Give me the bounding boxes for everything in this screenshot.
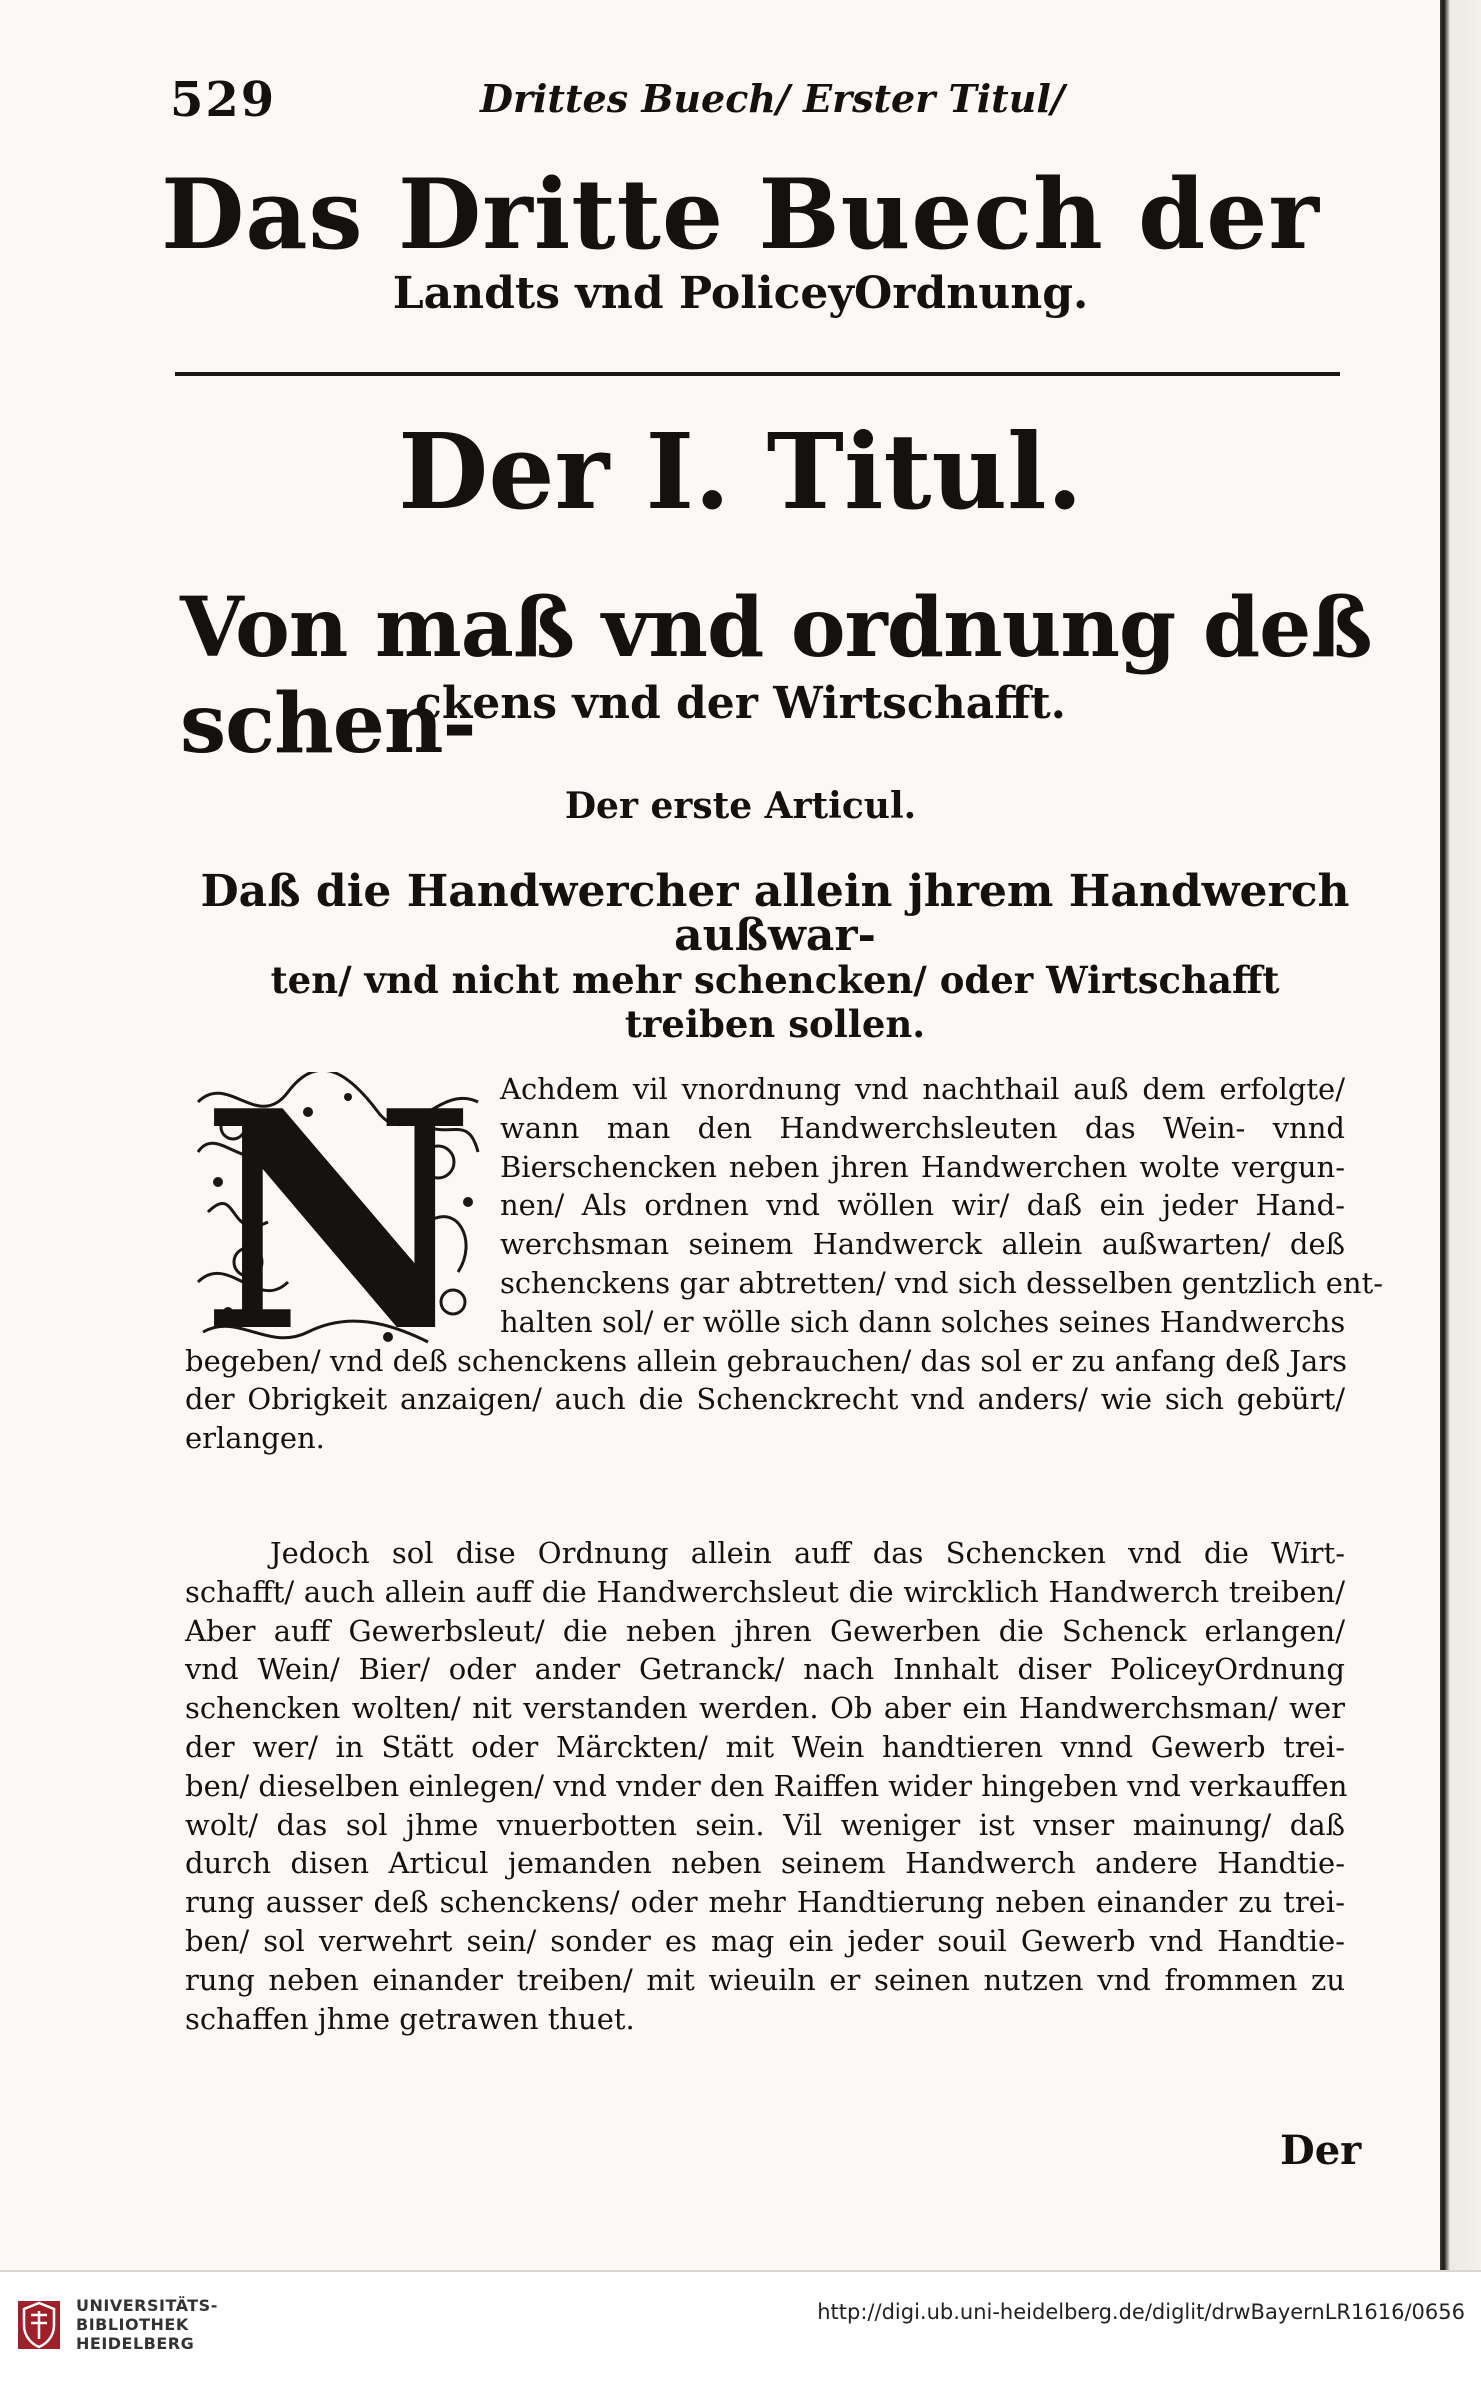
text-line: schaffen jhme getrawen thuet. [185, 2001, 635, 2036]
book-subtitle: Landts vnd PoliceyOrdnung. [392, 268, 1089, 319]
running-head: Drittes Buech/ Erster Titul/ [480, 76, 1065, 121]
catchword: Der [1280, 2127, 1362, 2174]
paragraph-2 [185, 1534, 1348, 2038]
source-url-link[interactable]: http://digi.ub.uni-heidelberg.de/diglit/drwBayernLR1616/0656 [817, 2300, 1465, 2324]
text-line: Jedoch sol dise Ordnung allein auff das Schencken vnd die Wirt- [270, 1536, 1345, 1570]
text-line: halten sol/ er wölle sich dann solches seines Handwerchs [500, 1304, 1346, 1339]
text-line: rung ausser deß schenckens/ oder mehr Handtierung neben einander zu trei- [185, 1885, 1345, 1920]
text-line: erlangen. [185, 1421, 325, 1456]
text-line: der Obrigkeit anzaigen/ auch die Schenckrecht vnd anders/ wie sich gebürt/ [185, 1382, 1345, 1417]
paragraph-1 [185, 1070, 1383, 1458]
text-line: nen/ Als ordnen vnd wöllen wir/ daß ein jeder Hand- [500, 1188, 1345, 1223]
library-name-line: HEIDELBERG [76, 2334, 195, 2353]
page-edge-shadow [1440, 0, 1481, 2270]
page-number: 529 [170, 72, 277, 128]
text-line: schencken wolten/ nit verstanden werden. Ob aber ein Handwerchsman/ wer [185, 1691, 1345, 1726]
article-summary-line: Daß die Handwercher allein jhrem Handwerch außwar- [200, 866, 1350, 961]
text-line: Achdem vil vnordnung vnd nachthail auß dem erfolgte/ [500, 1072, 1345, 1106]
text-line: der wer/ in Stätt oder Märckten/ mit Wein handtieren vnnd Gewerb trei- [185, 1729, 1345, 1764]
university-seal-icon [16, 2299, 62, 2351]
library-name-line: UNIVERSITÄTS- [76, 2296, 218, 2315]
article-heading: Der erste Articul. [564, 785, 917, 827]
text-line: Aber auff Gewerbsleut/ die neben jhren Gewerben die Schenck erlangen/ [185, 1613, 1345, 1648]
text-line: ben/ sol verwehrt sein/ sonder es mag ein jeder souil Gewerb vnd Handtie- [185, 1923, 1345, 1958]
book-title: Das Dritte Buech der [161, 158, 1320, 271]
text-line: durch disen Articul jemanden neben seinem Handwerch andere Handtie- [185, 1846, 1345, 1881]
titul-heading: Der I. Titul. [398, 410, 1083, 533]
text-line: rung neben einander treiben/ mit wieuiln er seinen nutzen vnd frommen zu [185, 1962, 1345, 1997]
text-line: werchsman seinem Handwerck allein außwarten/ deß [500, 1227, 1345, 1262]
horizontal-rule [175, 372, 1340, 376]
library-logo[interactable] [16, 2296, 218, 2353]
text-line: vnd Wein/ Bier/ oder ander Getranck/ nach Innhalt diser PoliceyOrdnung [185, 1652, 1345, 1687]
initial-letter: N [200, 1072, 476, 1362]
article-summary-line: treiben sollen. [624, 1002, 926, 1046]
text-line: Bierschencken neben jhren Handwerchen wolte vergun- [500, 1149, 1345, 1184]
text-line: schenckens gar abtretten/ vnd sich desselben gentzlich ent- [500, 1265, 1383, 1300]
titul-title-line-2: ckens vnd der Wirtschafft. [415, 678, 1066, 729]
library-name-line: BIBLIOTHEK [76, 2315, 189, 2334]
titul-title-line-1: Von maß vnd ordnung deß schen- [180, 580, 1372, 772]
text-line: begeben/ vnd deß schenckens allein gebrauchen/ das sol er zu anfang deß Jars [185, 1343, 1348, 1378]
article-summary-line: ten/ vnd nicht mehr schencken/ oder Wirtschafft [270, 958, 1280, 1002]
text-line: schafft/ auch allein auff die Handwerchsleut die wircklich Handwerch treiben/ [185, 1574, 1345, 1609]
text-line: wann man den Handwerchsleuten das Wein- vnnd [500, 1110, 1345, 1145]
viewer-footer [0, 2270, 1481, 2398]
text-line: wolt/ das sol jhme vnuerbotten sein. Vil weniger ist vnser mainung/ daß [185, 1807, 1345, 1842]
article-summary [200, 866, 1350, 1046]
text-line: ben/ dieselben einlegen/ vnd vnder den Raiffen wider hingeben vnd verkauffen [185, 1768, 1348, 1803]
